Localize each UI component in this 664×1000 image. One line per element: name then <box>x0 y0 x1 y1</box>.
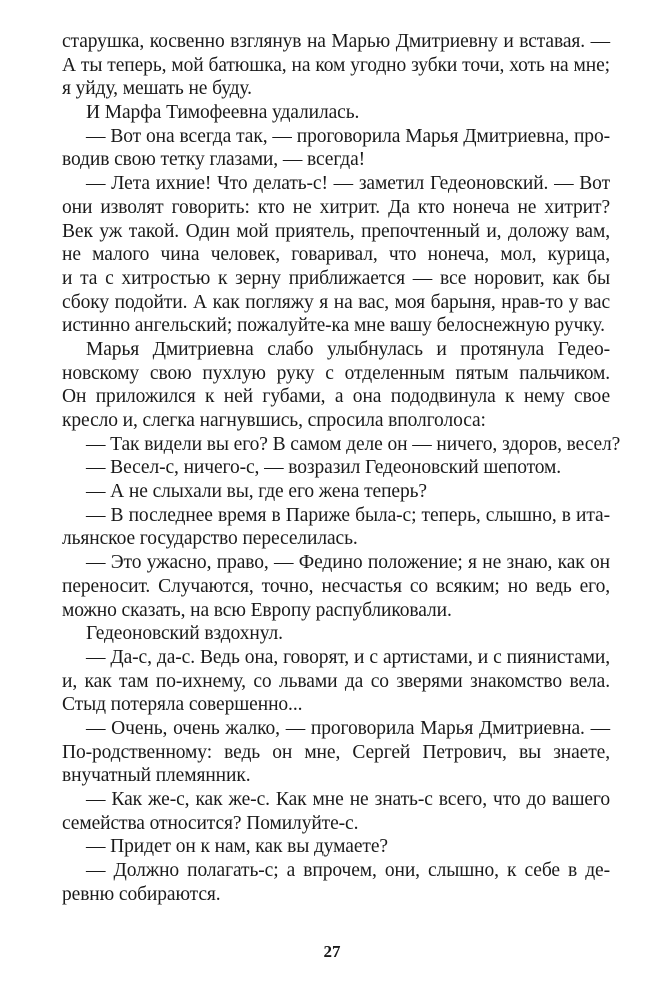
page-number: 27 <box>323 942 341 961</box>
text-line: сбоку подойти. А как погляжу я на вас, моя барыня, нрав-то у вас <box>62 291 610 313</box>
text-line: — В последнее время в Париже была-с; теперь, слышно, в ита- <box>86 504 610 526</box>
text-line: — Весел-с, ничего-с, — возразил Гедеоновский шепотом. <box>86 457 562 479</box>
page-body-text <box>62 30 621 906</box>
text-line: льянское государство переселилась. <box>62 528 358 550</box>
text-line: А ты теперь, мой батюшка, на ком угодно зубки точи, хоть на мне; <box>62 54 610 76</box>
text-line: Он приложился к ней губами, а она пододвинула к нему свое <box>62 386 610 408</box>
text-line: они изволят говорить: кто не хитрит. Да кто нонеча не хитрит? <box>62 196 610 218</box>
text-line: внучатный племянник. <box>62 765 251 787</box>
text-line: не малого чина человек, говаривал, что нонеча, мол, курица, <box>62 244 610 266</box>
text-line: Гедеоновский вздохнул. <box>86 623 283 645</box>
text-line: — Как же-с, как же-с. Как мне не знать-с всего, что до вашего <box>86 789 610 810</box>
text-line: я уйду, мешать не буду. <box>62 78 252 100</box>
text-line: Марья Дмитриевна слабо улыбнулась и протянула Гедео- <box>86 338 610 360</box>
text-line: И Марфа Тимофеевна удалилась. <box>86 102 360 124</box>
text-line: — Придет он к нам, как вы думаете? <box>86 836 388 858</box>
text-line: старушка, косвенно взглянув на Марью Дмитриевну и вставая. — <box>62 31 610 52</box>
text-line: переносит. Случаются, точно, несчастья со всяким; но ведь его, <box>62 575 610 597</box>
text-line: водив свою тетку глазами, — всегда! <box>62 149 366 171</box>
text-line: — Так видели вы его? В самом деле он — ничего, здоров, весел? <box>86 433 621 455</box>
text-line: кресло и, слегка нагнувшись, спросила вполголоса: <box>62 410 486 431</box>
text-line: Стыд потеряла совершенно... <box>62 694 303 716</box>
text-line: — А не слыхали вы, где его жена теперь? <box>86 481 427 503</box>
text-line: — Должно полагать-с; а впрочем, они, слышно, к себе в де- <box>86 860 610 882</box>
text-line: новскому свою пухлую руку с отделенным пятым пальчиком. <box>62 362 610 384</box>
text-line: истинно ангельский; пожалуйте-ка мне вашу белоснежную ручку. <box>62 315 605 337</box>
text-line: — Это ужасно, право, — Федино положение; я не знаю, как он <box>86 552 610 574</box>
text-line: Век уж такой. Один мой приятель, препочтенный и, доложу вам, <box>62 220 610 242</box>
text-line: — Очень, очень жалко, — проговорила Марья Дмитриевна. — <box>86 717 610 739</box>
text-line: — Вот она всегда так, — проговорила Марья Дмитриевна, про- <box>86 125 610 147</box>
text-line: — Да-с, да-с. Ведь она, говорят, и с артистами, и с пиянистами, <box>86 646 610 668</box>
text-line: По-родственному: ведь он мне, Сергей Петрович, вы знаете, <box>62 741 610 763</box>
text-line: семейства относится? Помилуйте-с. <box>62 812 359 834</box>
text-line: и та с хитростью к зерну приближается — все норовит, как бы <box>62 267 610 289</box>
text-line: — Лета ихние! Что делать-с! — заметил Гедеоновский. — Вот <box>86 173 610 195</box>
text-line: и, как там по-ихнему, со львами да со зверями знакомство вела. <box>62 670 610 692</box>
text-line: можно сказать, на всю Европу распубликовали. <box>62 599 452 621</box>
text-line: ревню собираются. <box>62 883 221 905</box>
